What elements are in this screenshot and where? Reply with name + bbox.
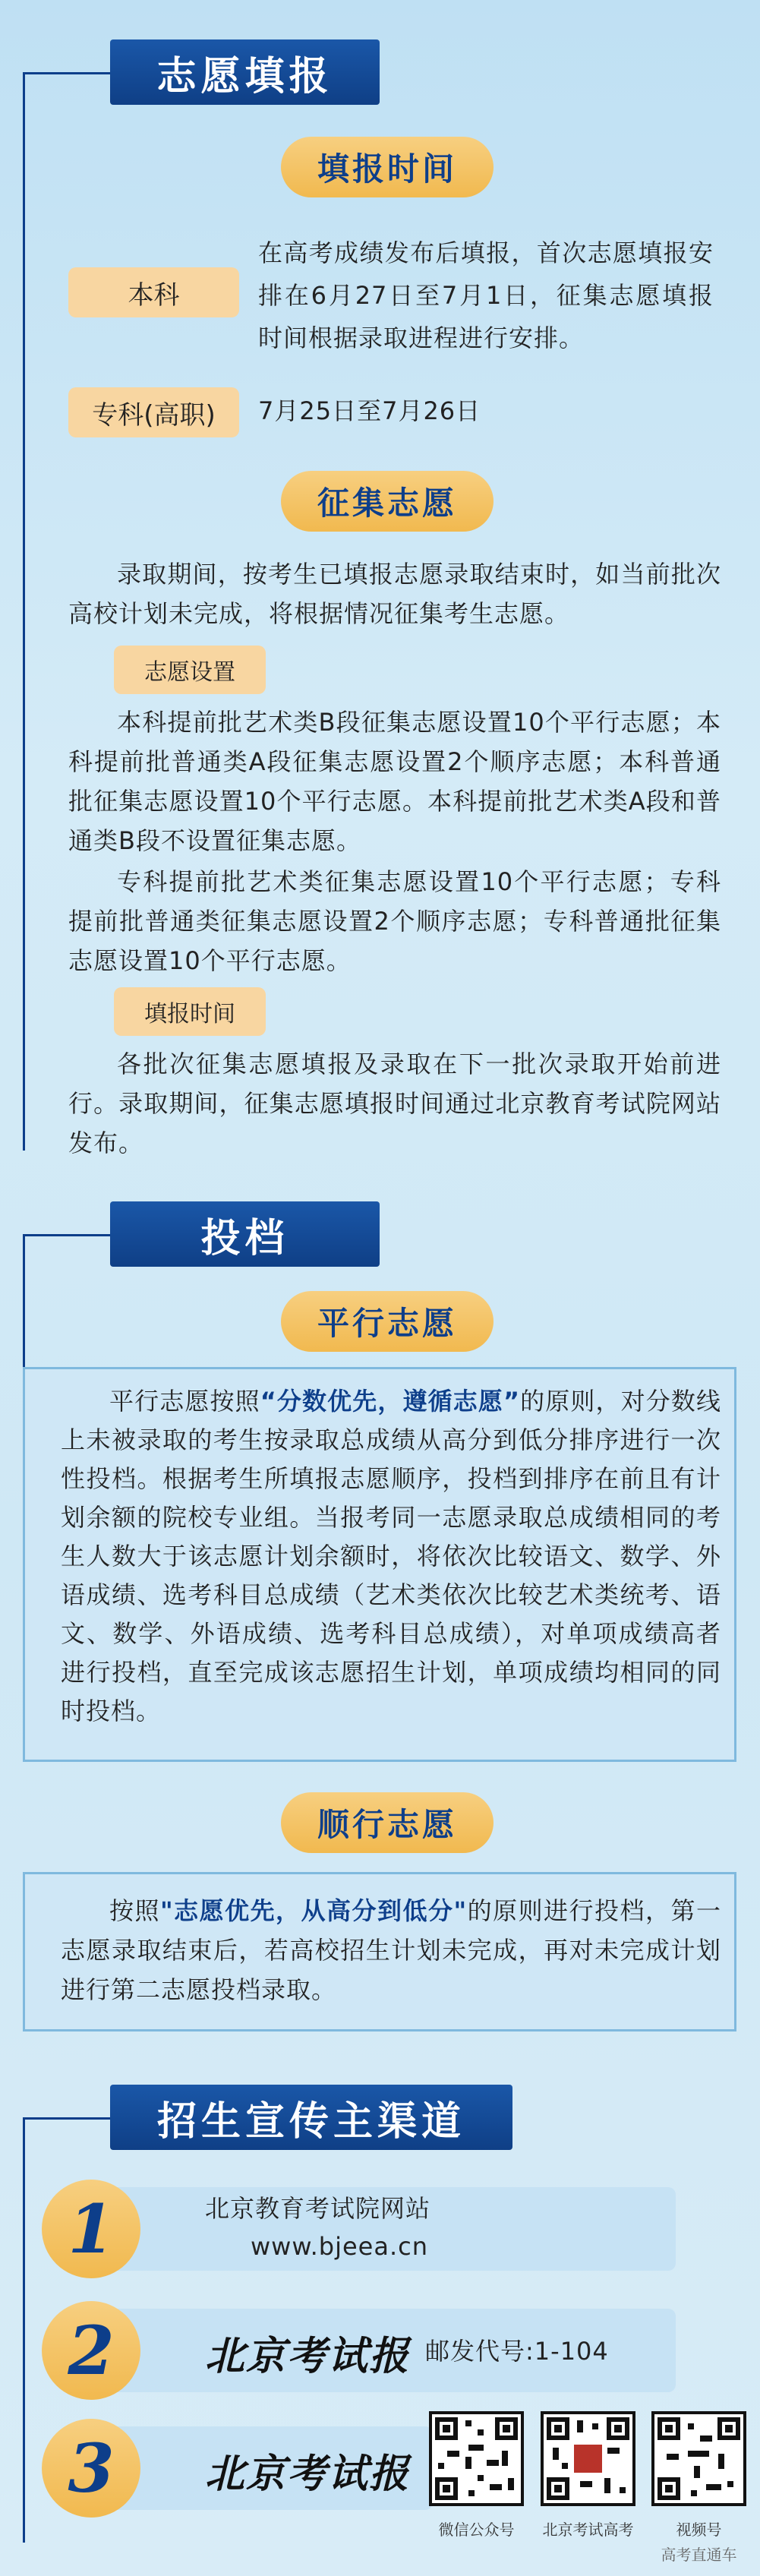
tag-benke: 本科	[68, 267, 239, 317]
section-title-zhiyuan: 志愿填报	[110, 39, 380, 105]
pingxing-text	[61, 1382, 721, 1731]
subtitle-pingxing: 平行志愿	[281, 1291, 494, 1352]
channel2-postal-code: 邮发代号:1-104	[425, 2337, 609, 2366]
pingxing-principle: “分数优先，遵循志愿”	[260, 1387, 521, 1416]
tag-tianbao-time: 填报时间	[114, 987, 266, 1036]
channel3-number: 3	[42, 2419, 140, 2518]
setting-zhuanke: 专科提前批艺术类征集志愿设置10个平行志愿；专科提前批普通类征集志愿设置2个顺序志愿；专科普通批征集志愿设置10个平行志愿。	[68, 867, 721, 975]
qr-video-icon	[654, 2414, 743, 2503]
shunxing-text-a: 按照	[109, 1896, 160, 1925]
qr-wechat[interactable]	[429, 2411, 524, 2506]
qr-gaokao[interactable]	[541, 2411, 635, 2506]
section-title-toudang: 投档	[110, 1201, 380, 1267]
section2-frame-vertical	[23, 1234, 25, 1386]
subtitle-shunxing: 顺行志愿	[281, 1792, 494, 1853]
pingxing-text-a: 平行志愿按照	[109, 1387, 260, 1416]
qr-gaokao-label: 北京考试高考	[542, 2521, 634, 2539]
tag-zhuanke: 专科(高职)	[68, 387, 239, 437]
section3-frame-vertical	[23, 2117, 25, 2543]
qr-wechat-label: 微信公众号	[438, 2521, 515, 2539]
channel2-number: 2	[42, 2301, 140, 2400]
channel1-site-url[interactable]: www.bjeea.cn	[251, 2232, 428, 2261]
pingxing-text-b: 的原则，对分数线上未被录取的考生按录取总成绩从高分到低分排序进行一次性投档。根据考生所填报志愿顺序，投档到排序在前且有计划余额的院校专业组。当报考同一志愿录取总成绩相同的考生人数大于该志愿计划余额时，将依次比较语文、数学、外语成绩、选考科目总成绩（艺术类依次比较艺术类统考、语文、数学、外语成绩、选考科目总成绩），对单项成绩高者进行投档，直至完成该志愿招生计划，单项成绩均相同的同时投档。	[61, 1387, 721, 1725]
shunxing-principle: "志愿优先，从高分到低分"	[159, 1896, 468, 1925]
channel2-paper-logo: 北京考试报	[205, 2333, 411, 2379]
setting-benke: 本科提前批艺术类B段征集志愿设置10个平行志愿；本科提前批普通类A段征集志愿设置2个顺序志愿；本科普通批征集志愿设置10个平行志愿。本科提前批艺术类A段和普通类B段不设置征集志愿。	[68, 708, 721, 855]
channel3-paper-logo: 北京考试报	[205, 2451, 411, 2497]
qr-video[interactable]	[651, 2411, 746, 2506]
watermark: 高考直通车	[661, 2546, 737, 2564]
time-text: 各批次征集志愿填报及录取在下一批次录取开始前进行。录取期间，征集志愿填报时间通过北京教育考试院网站发布。	[68, 1050, 721, 1157]
benke-text: 在高考成绩发布后填报，首次志愿填报安排在6月27日至7月1日，征集志愿填报时间根据录取进程进行安排。	[258, 238, 714, 352]
subtitle-zhengji: 征集志愿	[281, 471, 494, 532]
qr-gaokao-icon	[544, 2414, 632, 2503]
section-title-channels: 招生宣传主渠道	[110, 2085, 512, 2150]
shunxing-text-b: 的原则进行投档，第一志愿录取结束后，若高校招生计划未完成，再对未完成计划进行第二志愿投档录取。	[61, 1896, 721, 2004]
shunxing-text	[61, 1891, 721, 2009]
section1-frame-vertical	[23, 72, 25, 1151]
channel1-number: 1	[42, 2180, 140, 2278]
section1-frame-top	[23, 72, 110, 74]
channel1-site-name: 北京教育考试院网站	[205, 2194, 431, 2223]
tag-zhiyuan-setting: 志愿设置	[114, 646, 266, 694]
zhuanke-text: 7月25日至7月26日	[258, 396, 481, 425]
subtitle-tianbao-time: 填报时间	[281, 137, 494, 197]
qr-wechat-icon	[432, 2414, 521, 2503]
qr-video-label: 视频号	[676, 2521, 722, 2539]
section3-frame-top	[23, 2117, 110, 2120]
section2-frame-top	[23, 1234, 110, 1236]
zhengji-intro: 录取期间，按考生已填报志愿录取结束时，如当前批次高校计划未完成，将根据情况征集考生志愿。	[68, 560, 721, 628]
